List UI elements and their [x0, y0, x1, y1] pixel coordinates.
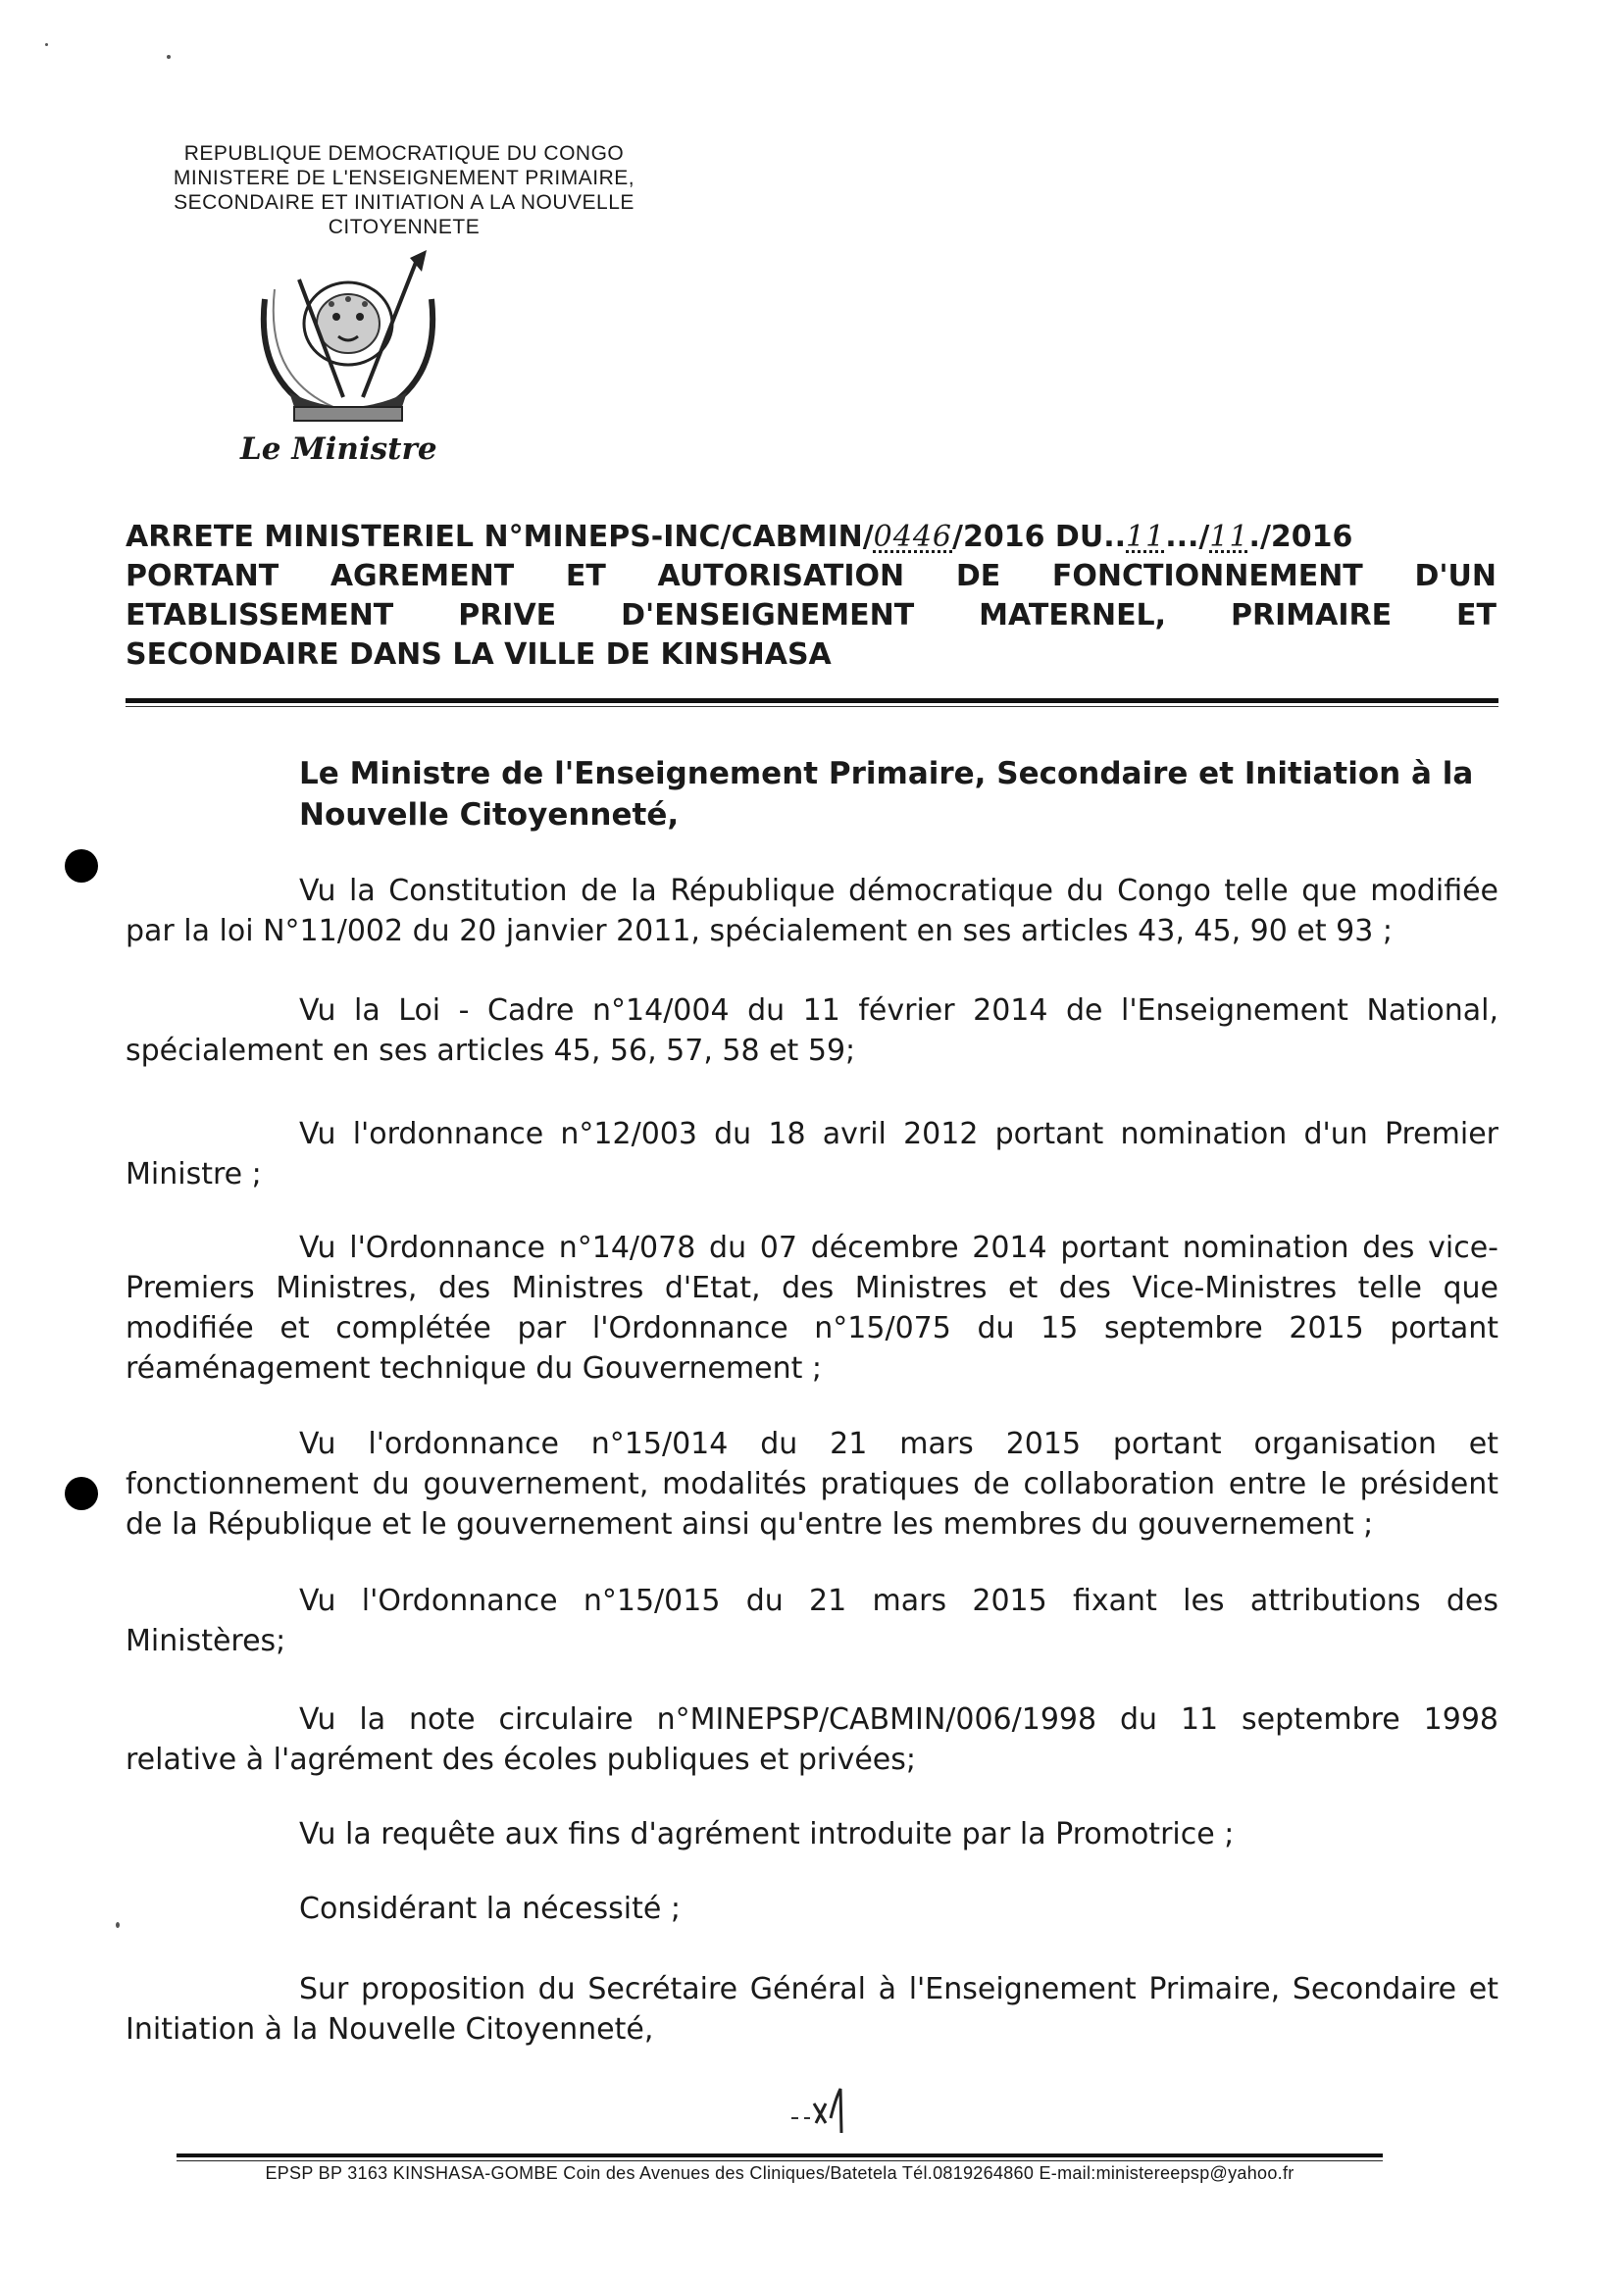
handwritten-month: 11	[1209, 520, 1249, 554]
paragraph-proposition: Sur proposition du Secrétaire Général à l'Enseignement Primaire, Secondaire et Initiation à la Nouvelle Citoyenneté,	[126, 1972, 1498, 2047]
title-sep: /	[1198, 520, 1210, 554]
title-word: PRIVE	[458, 598, 557, 633]
title-line-4	[126, 635, 1497, 675]
paragraph-considerant: Considérant la nécessité ;	[299, 1892, 681, 1926]
title-word: ETABLISSEMENT	[126, 598, 394, 633]
title-word: PORTANT	[126, 559, 279, 593]
paragraph-requete: Vu la requête aux fins d'agrément introduite par la Promotrice ;	[299, 1817, 1235, 1851]
title-divider-thin	[126, 706, 1498, 707]
title-word: D'ENSEIGNEMENT	[621, 598, 915, 633]
letterhead-line: SECONDAIRE ET INITIATION A LA NOUVELLE	[174, 191, 634, 214]
paragraph-ordonnance-14-078: Vu l'Ordonnance n°14/078 du 07 décembre 2014 portant nomination des vice-Premiers Ministres, des Ministres d'Etat, des Ministres et des Vice-Ministres telle que modifiée et complétée par l'Ordonnance n°15/075 du 15 septembre 2015 portant réaménagement technique du Gouvernement ;	[126, 1231, 1498, 1386]
title-prefix: ARRETE MINISTERIEL N°MINEPS-INC/CABMIN/	[126, 520, 874, 554]
handwritten-day: 11	[1126, 520, 1166, 554]
handwritten-initials-icon	[787, 2079, 855, 2138]
title-line-3	[126, 596, 1497, 635]
title-word: ET	[1456, 598, 1497, 633]
decree-title	[126, 518, 1497, 675]
handwritten-number: 0446	[873, 520, 953, 554]
le-ministre-signature-title: Le Ministre	[240, 431, 437, 467]
paragraph-loi-cadre: Vu la Loi - Cadre n°14/004 du 11 février 2014 de l'Enseignement National, spécialement en ses articles 45, 56, 57, 58 et 59;	[126, 993, 1498, 1068]
punch-hole-mark	[65, 849, 98, 883]
title-word: AGREMENT	[330, 559, 515, 593]
coat-of-arms-icon	[235, 250, 461, 436]
paragraph-ordonnance-15-015: Vu l'Ordonnance n°15/015 du 21 mars 2015 fixant les attributions des Ministères;	[126, 1584, 1498, 1658]
title-divider	[126, 698, 1498, 703]
title-word: AUTORISATION	[657, 559, 905, 593]
title-word: D'UN	[1414, 559, 1497, 593]
footer-contact: EPSP BP 3163 KINSHASA-GOMBE Coin des Avenues des Cliniques/Batetela Tél.0819264860 E-mail:ministereepsp@yahoo.fr	[265, 2163, 1294, 2183]
title-suffix: /2016	[1259, 520, 1353, 554]
title-word: ET	[565, 559, 606, 593]
letterhead-line: CITOYENNETE	[328, 216, 481, 238]
letterhead-line: MINISTERE DE L'ENSEIGNEMENT PRIMAIRE,	[173, 167, 635, 189]
title-line-1: ARRETE MINISTERIEL N°MINEPS-INC/CABMIN/0446/2016 DU..11.../11./2016	[126, 520, 1353, 554]
title-word: MATERNEL,	[979, 598, 1167, 633]
paragraph-ordonnance-15-014: Vu l'ordonnance n°15/014 du 21 mars 2015 portant organisation et fonctionnement du gouvernement, modalités pratiques de collaboration entre le président de la République et le gouvernement ainsi qu'entre les membres du gouvernement ;	[126, 1427, 1498, 1542]
footer-divider	[177, 2153, 1383, 2157]
paragraph-ordonnance-12-003: Vu l'ordonnance n°12/003 du 18 avril 2012 portant nomination d'un Premier Ministre ;	[126, 1117, 1498, 1191]
scan-speck	[45, 43, 48, 46]
letterhead-line: REPUBLIQUE DEMOCRATIQUE DU CONGO	[183, 142, 625, 165]
punch-hole-mark	[65, 1477, 98, 1510]
scan-speck	[167, 55, 171, 59]
title-word: SECONDAIRE DANS LA VILLE DE KINSHASA	[126, 637, 832, 672]
title-mid: /2016 DU	[952, 520, 1104, 554]
scan-speck	[116, 1922, 120, 1928]
paragraph-constitution: Vu la Constitution de la République démocratique du Congo telle que modifiée par la loi N°11/002 du 20 janvier 2011, spécialement en ses articles 43, 45, 90 et 93 ;	[126, 874, 1498, 948]
title-word: FONCTIONNEMENT	[1051, 559, 1363, 593]
letterhead	[110, 141, 698, 239]
title-line-2	[126, 557, 1497, 596]
footer-divider-thin	[177, 2160, 1383, 2161]
title-word: PRIMAIRE	[1231, 598, 1393, 633]
title-word: DE	[955, 559, 1001, 593]
paragraph-note-circulaire: Vu la note circulaire n°MINEPSP/CABMIN/006/1998 du 11 septembre 1998 relative à l'agrément des écoles publiques et privées;	[126, 1702, 1498, 1777]
minister-heading: Le Ministre de l'Enseignement Primaire, Secondaire et Initiation à la Nouvelle Citoyenneté,	[299, 756, 1474, 833]
